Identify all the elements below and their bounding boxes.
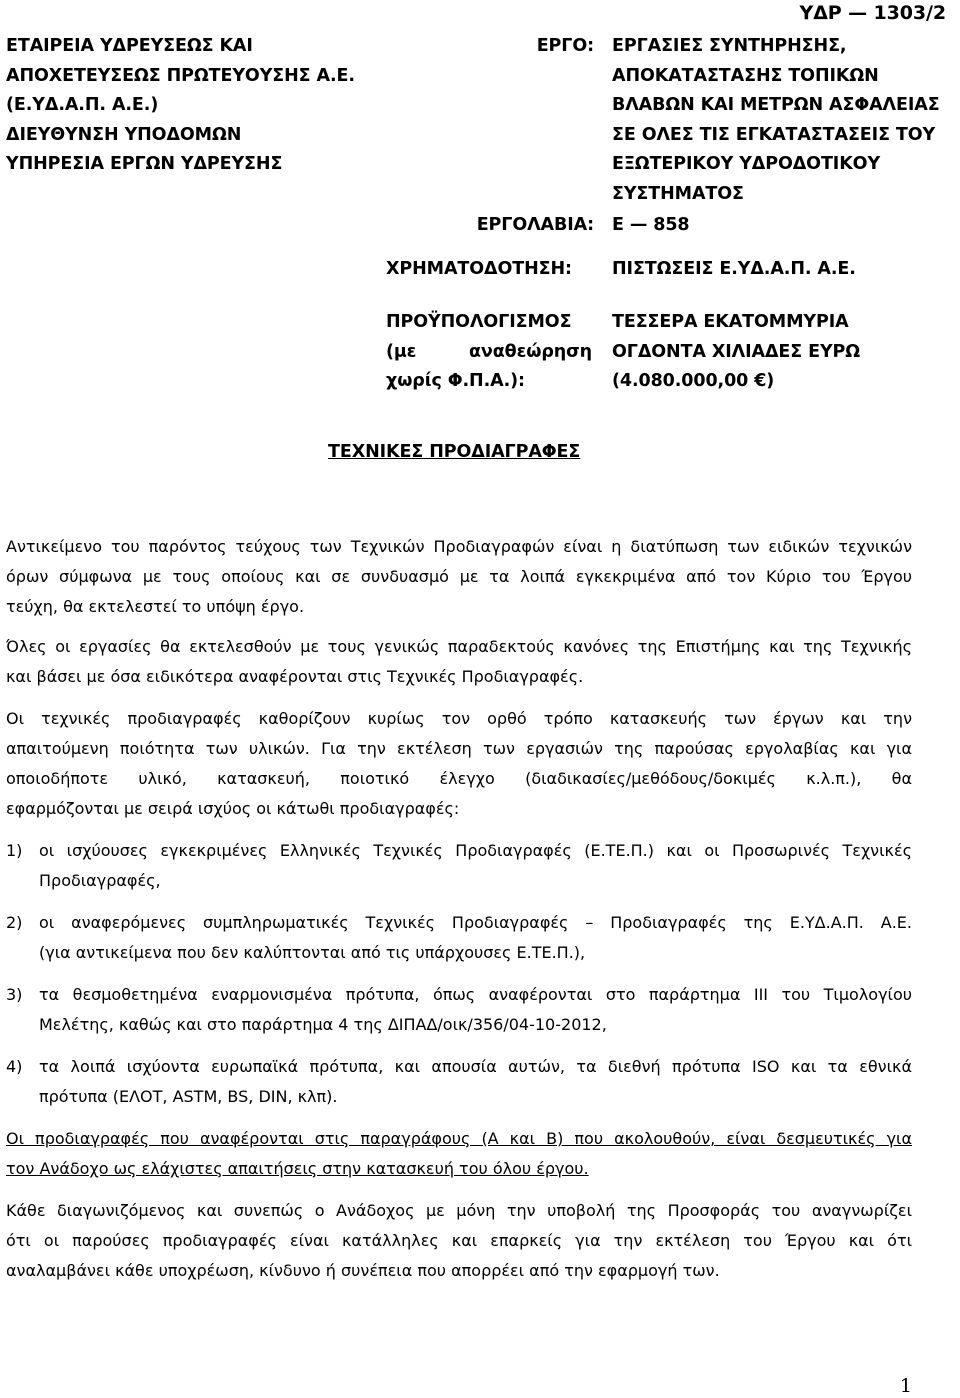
organization-header	[6, 32, 355, 180]
budget-value-line: (4.080.000,00 €)	[612, 371, 775, 391]
list-item-line: τα θεσμοθετημένα εναρμονισμένα πρότυπα, όπως αναφέρονται στο παράρτημα ΙΙΙ του Τιμολογίου	[39, 985, 912, 1004]
list-item-number: 3)	[6, 985, 23, 1004]
specifications-paragraph	[6, 704, 912, 824]
project-title	[612, 32, 940, 209]
page-number: 1	[899, 1375, 912, 1397]
list-item	[6, 836, 912, 898]
paragraph-line: απαιτούμενη ποιότητα των υλικών. Για την εκτέλεση των εργασιών της παρούσας εργολαβίας και για	[6, 739, 912, 758]
budget-label-line: ΠΡΟΫΠΟΛΟΓΙΣΜΟΣ	[386, 312, 572, 332]
project-label: ΕΡΓΟ:	[536, 36, 594, 56]
list-item-line: Μελέτης, καθώς και στο παράρτημα 4 της ΔΙΠΑΔ/οικ/356/04-10-2012,	[39, 1015, 607, 1034]
budget-label-line-2	[386, 338, 592, 368]
list-item-number: 4)	[6, 1057, 23, 1076]
project-line: ΒΛΑΒΩΝ ΚΑΙ ΜΕΤΡΩΝ ΑΣΦΑΛΕΙΑΣ	[612, 95, 940, 115]
budget-label-line: χωρίς Φ.Π.Α.):	[386, 371, 525, 391]
paragraph-line: Κάθε διαγωνιζόμενος και συνεπώς ο Ανάδοχος με μόνη την υποβολή της Προσφοράς του αναγνωρίζει	[6, 1201, 912, 1220]
org-line: ΑΠΟΧΕΤΕΥΣΕΩΣ ΠΡΩΤΕΥΟΥΣΗΣ Α.Ε.	[6, 65, 355, 86]
contract-value: Ε — 858	[612, 215, 690, 235]
document-code: ΥΔΡ — 1303/2	[799, 2, 946, 24]
budget-value	[612, 308, 860, 397]
list-item-line: οι ισχύουσες εγκεκριμένες Ελληνικές Τεχνικές Προδιαγραφές (Ε.ΤΕ.Π.) και οι Προσωρινές Τεχνικές	[39, 841, 912, 860]
contract-label: ΕΡΓΟΛΑΒΙΑ:	[476, 215, 594, 235]
list-item-number: 2)	[6, 913, 23, 932]
list-item-line: (για αντικείμενα που δεν καλύπτονται από τις υπάρχουσες Ε.ΤΕ.Π.),	[39, 943, 586, 962]
works-paragraph	[6, 632, 912, 692]
paragraph-line: και βάσει με όσα ειδικότερα αναφέρονται στις Τεχνικές Προδιαγραφές.	[6, 667, 584, 686]
project-line: ΕΞΩΤΕΡΙΚΟΥ ΥΔΡΟΔΟΤΙΚΟΥ	[612, 154, 881, 174]
budget-label	[386, 308, 592, 397]
paragraph-line: εφαρμόζονται με σειρά ισχύος οι κάτωθι προδιαγραφές:	[6, 799, 460, 818]
paragraph-line: ότι οι παρούσες προδιαγραφές είναι κατάλληλες και επαρκείς για την εκτέλεση του Έργου και ότι	[6, 1231, 912, 1250]
document-title: ΤΕΧΝΙΚΕΣ ΠΡΟΔΙΑΓΡΑΦΕΣ	[328, 442, 581, 462]
list-item	[6, 908, 912, 970]
list-item-line: οι αναφερόμενες συμπληρωματικές Τεχνικές Προδιαγραφές – Προδιαγραφές της Ε.ΥΔ.Α.Π. Α.Ε.	[39, 913, 912, 932]
funding-label: ΧΡΗΜΑΤΟΔΟΤΗΣΗ:	[386, 259, 572, 279]
budget-value-line: ΟΓΔΟΝΤΑ ΧΙΛΙΑΔΕΣ ΕΥΡΩ	[612, 341, 861, 362]
note-line: Οι προδιαγραφές που αναφέρονται στις παραγράφους (Α και Β) που ακολουθούν, είναι δεσμευτικές για	[6, 1129, 912, 1148]
list-item-line: Προδιαγραφές,	[39, 871, 161, 890]
list-item	[6, 980, 912, 1042]
note-line: τον Ανάδοχο ως ελάχιστες απαιτήσεις στην κατασκευή του όλου έργου.	[6, 1159, 589, 1178]
paragraph-line: όρων σύμφωνα με τους οποίους και σε συνδυασμό με τα λοιπά εγκεκριμένα από τον Κύριο του Έργου	[6, 567, 912, 586]
list-item	[6, 1052, 912, 1114]
budget-value-line: ΤΕΣΣΕΡΑ ΕΚΑΤΟΜΜΥΡΙΑ	[612, 312, 849, 332]
org-line: ΔΙΕΥΘΥΝΣΗ ΥΠΟΔΟΜΩΝ	[6, 124, 242, 145]
org-line: (Ε.ΥΔ.Α.Π. Α.Ε.)	[6, 95, 159, 115]
paragraph-line: οποιοδήποτε υλικό, κατασκευή, ποιοτικό έλεγχο (διαδικασίες/μεθόδους/δοκιμές κ.λ.π.), θα	[6, 769, 912, 788]
org-line: ΕΤΑΙΡΕΙΑ ΥΔΡΕΥΣΕΩΣ ΚΑΙ	[6, 36, 253, 56]
funding-value: ΠΙΣΤΩΣΕΙΣ Ε.ΥΔ.Α.Π. Α.Ε.	[612, 259, 856, 279]
project-line: ΕΡΓΑΣΙΕΣ ΣΥΝΤΗΡΗΣΗΣ,	[612, 36, 847, 56]
budget-label-word: αναθεώρηση	[468, 341, 592, 362]
list-item-line: πρότυπα (ΕΛΟΤ, ASTM, BS, DIN, κλπ).	[39, 1087, 338, 1106]
list-item-number: 1)	[6, 841, 23, 860]
project-line: ΑΠΟΚΑΤΑΣΤΑΣΗΣ ΤΟΠΙΚΩΝ	[612, 65, 879, 86]
paragraph-line: Οι τεχνικές προδιαγραφές καθορίζουν κυρίως τον ορθό τρόπο κατασκευής των έργων και την	[6, 709, 912, 728]
org-line: ΥΠΗΡΕΣΙΑ ΕΡΓΩΝ ΥΔΡΕΥΣΗΣ	[6, 154, 283, 174]
paragraph-line: αναλαμβάνει κάθε υποχρέωση, κίνδυνο ή συνέπεια που απορρέει από την εφαρμογή των.	[6, 1261, 720, 1280]
intro-paragraph	[6, 532, 912, 622]
paragraph-line: Αντικείμενο του παρόντος τεύχους των Τεχνικών Προδιαγραφών είναι η διατύπωση των ειδικών τεχνικών	[6, 537, 912, 556]
project-line: ΣΕ ΟΛΕΣ ΤΙΣ ΕΓΚΑΤΑΣΤΑΣΕΙΣ ΤΟΥ	[612, 124, 936, 145]
project-line: ΣΥΣΤΗΜΑΤΟΣ	[612, 183, 744, 204]
binding-specifications-note	[6, 1124, 912, 1184]
budget-label-word: (με	[386, 341, 417, 362]
closing-paragraph	[6, 1196, 912, 1286]
list-item-line: τα λοιπά ισχύοντα ευρωπαϊκά πρότυπα, και απουσία αυτών, τα διεθνή πρότυπα ISO και τα εθνικά	[39, 1057, 912, 1076]
paragraph-line: Όλες οι εργασίες θα εκτελεσθούν με τους γενικώς παραδεκτούς κανόνες της Επιστήμης και της Τεχνικής	[6, 637, 912, 656]
paragraph-line: τεύχη, θα εκτελεστεί το υπόψη έργο.	[6, 597, 305, 616]
